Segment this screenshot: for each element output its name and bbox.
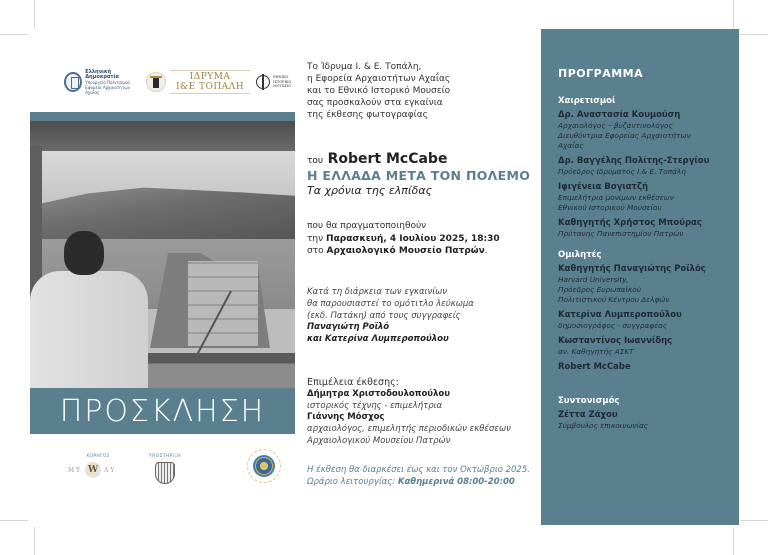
- program-person: Ζέττα Ζάχου Σύμβουλος επικοινωνίας: [558, 410, 649, 430]
- sponsor-label: ΧΟΡΗΓΟΣ: [86, 454, 110, 459]
- greek-emblem-icon: [64, 72, 82, 92]
- curation-heading: Επιμέλεια έκθεσης:: [307, 377, 399, 388]
- photo-frame: [30, 112, 295, 388]
- program-person: Κατερίνα Λυμπεροπούλου δημοσιογράφος - συγγραφέας: [558, 310, 682, 330]
- section-moderation: Συντονισμός: [558, 396, 620, 406]
- invitation-banner: [30, 388, 295, 434]
- logo-national-historical-museum: [256, 75, 291, 89]
- program-person: Δρ. Βαγγέλης Πολίτης-Στεργίου Πρόεδρος Ιδρύματος Ι.& Ε. Τοπάλη: [558, 156, 710, 176]
- topali-line2: Ι&Ε ΤΟΠΑΛΗ: [176, 82, 245, 92]
- intro-text: Το Ίδρυμα Ι. & Ε. Τοπάλη, η Εφορεία Αρχαιοτήτων Αχαΐας και το Εθνικό Ιστορικό Μουσείο σας προσκαλούν στα εγκαίνια της έκθεσης φωτογραφίας: [307, 62, 451, 120]
- program-person: Καθηγητής Χρήστος Μπούρας Πρύτανης Πανεπιστημίου Πατρών: [558, 218, 702, 238]
- crop-mark: [34, 527, 35, 555]
- author-name: Robert McCabe: [327, 151, 448, 167]
- support-block: [140, 454, 190, 484]
- gov-title: Ελληνική Δημοκρατία: [85, 68, 119, 80]
- eim-line: ΙΣΤΟΡΙΚΟ: [273, 79, 292, 84]
- program-person: Κωσταντίνος Ιωαννίδης αν. Καθηγητής ΑΣΚΤ: [558, 336, 673, 356]
- support-label: ΥΠΟΣΤΗΡΙΞΗ: [149, 454, 181, 459]
- sponsor-block: [68, 454, 128, 478]
- section-greetings: Χαιρετισμοί: [558, 96, 616, 106]
- curator-role: ιστορικός τέχνης - επιμελήτρια: [307, 400, 443, 411]
- program-person: Ιφιγένεια Βογιατζή Επιμελήτρια μονίμων εκθέσεων Εθνικού Ιστορικού Μουσείου: [558, 182, 674, 212]
- invitation-title: ΠΡΟΣΚΛΗΣΗ: [59, 393, 266, 429]
- program-person: Robert McCabe: [558, 362, 631, 372]
- eim-line: ΕΘΝΙΚΟ: [273, 75, 289, 80]
- gov-line: Υπουργείο Πολιτισμού: [85, 79, 130, 85]
- exhibition-title: Η ΕΛΛΑΔΑ ΜΕΤΑ ΤΟΝ ΠΟΛΕΜΟ: [307, 168, 531, 183]
- crop-mark: [733, 0, 734, 28]
- column-icon: [146, 72, 166, 92]
- program-title: ΠΡΟΓΡΑΜΜΑ: [558, 67, 644, 80]
- book-author: Κατερίνα Λυμπεροπούλου: [324, 334, 449, 345]
- crop-mark: [0, 34, 28, 35]
- museum-emblem-icon: [256, 75, 270, 89]
- crop-mark: [733, 527, 734, 555]
- crest-icon: [155, 462, 175, 484]
- gov-line: Εφορεία Αρχαιοτήτων Αχαΐας: [85, 84, 130, 95]
- seal-logo: [247, 449, 281, 483]
- event-venue: Αρχαιολογικό Μουσείο Πατρών: [326, 246, 485, 256]
- program-panel: [541, 29, 739, 525]
- curator-role: Αρχαιολογικού Μουσείου Πατρών: [307, 435, 451, 446]
- logo-hellenic-republic: [64, 70, 140, 95]
- curator-role: αρχαιολόγος, επιμελητής περιοδικών εκθέσεων: [307, 424, 511, 435]
- event-datetime: Παρασκευή, 4 Ιουλίου 2025, 18:30: [326, 233, 500, 244]
- curation-credits: [307, 377, 511, 448]
- curator-name: Δήμητρα Χριστοδουλοπούλου: [307, 388, 450, 399]
- exhibition-duration: Η έκθεση θα διαρκέσει έως και τον Οκτώβριο 2025. Ωράριο λειτουργίας: Καθημερινά 08:00-20:00: [307, 465, 530, 487]
- crop-mark: [740, 520, 768, 521]
- section-speakers: Ομιλητές: [558, 250, 602, 260]
- topali-line1: ΙΔΡΥΜΑ: [189, 72, 231, 82]
- curator-name: Γιάννης Μόσχος: [307, 412, 385, 423]
- myway-logo: MY W AY: [68, 462, 128, 478]
- crop-mark: [34, 0, 35, 28]
- opening-hours: Καθημερινά 08:00-20:00: [397, 477, 515, 487]
- myway-badge-icon: W: [85, 462, 101, 478]
- exhibition-author: του Robert McCabe: [307, 151, 448, 167]
- exhibition-photo: [30, 121, 295, 388]
- event-details: που θα πραγματοποιηθούν την Παρασκευή, 4 Ιουλίου 2025, 18:30 στο Αρχαιολογικό Μουσείο Πατρών.: [307, 221, 500, 256]
- book-presentation: Κατά τη διάρκεια των εγκαινίων θα παρουσιαστεί το ομότιτλο λεύκωμα (εκδ. Πατάκη) από τους συγγραφείς Παναγιώτη Ροϊλό και Κατερίνα Λυμπεροπούλου: [307, 287, 474, 345]
- eim-line: ΜΟΥΣΕΙΟ: [273, 84, 292, 89]
- logos-row: [64, 68, 294, 96]
- seal-icon: [253, 455, 275, 477]
- program-person: Καθηγητής Παναγιώτης Ροϊλός Harvard University, Πρόεδρος Ευρωπαϊκού Πολιτιστικού Κέντρου Δελφών: [558, 264, 706, 304]
- crop-mark: [0, 520, 28, 521]
- program-person: Δρ. Αναστασία Κουμούση Αρχαιολόγος – βυζαντινολόγος Διευθύντρια Εφορείας Αρχαιοτήτων Αχαΐας: [558, 110, 691, 150]
- crop-mark: [740, 34, 768, 35]
- book-author: Παναγιώτη Ροϊλό: [307, 322, 390, 333]
- exhibition-subtitle: Τα χρόνια της ελπίδας: [307, 184, 433, 197]
- logo-topali-foundation: [146, 70, 250, 94]
